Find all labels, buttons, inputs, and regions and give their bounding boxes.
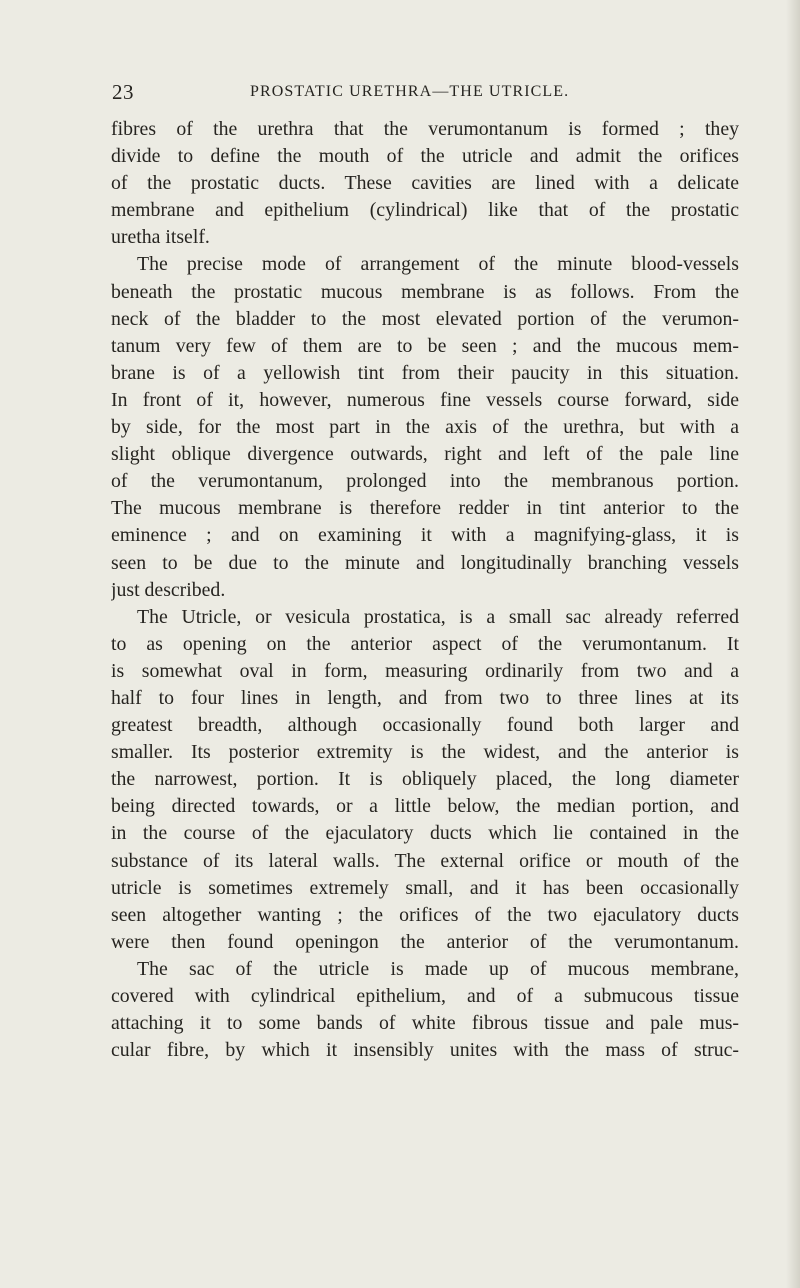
text-line: is somewhat oval in form, measuring ordinarily from two and a [111,659,739,682]
text-line: uretha itself. [111,226,210,249]
text-line: were then found openingon the anterior of the verumontanum. [111,930,739,953]
text-line: The sac of the utricle is made up of mucous membrane, [137,957,739,980]
page-number: 23 [112,80,134,104]
text-line: In front of it, however, numerous fine vessels course forward, side [111,388,739,411]
body-text [111,116,739,1064]
text-line: covered with cylindrical epithelium, and of a submucous tissue [111,985,739,1007]
text-line: by side, for the most part in the axis of the urethra, but with a [111,416,739,439]
page-header [112,80,722,110]
page-edge-shadow [786,0,800,1288]
text-line: of the prostatic ducts. These cavities are lined with a delicate [111,172,739,195]
text-line: seen altogether wanting ; the orifices of the two ejaculatory ducts [111,903,739,926]
text-line: utricle is sometimes extremely small, and it has been occasionally [111,876,739,899]
running-head: PROSTATIC URETHRA—THE UTRICLE. [250,83,570,100]
text-line: membrane and epithelium (cylindrical) like that of the prostatic [111,199,739,222]
text-line: smaller. Its posterior extremity is the widest, and the anterior is [111,741,739,764]
text-line: the narrowest, portion. It is obliquely placed, the long diameter [111,768,739,791]
text-line: The mucous membrane is therefore redder in tint anterior to the [111,497,739,520]
text-line: eminence ; and on examining it with a magnifying-glass, it is [111,524,739,547]
text-line: being directed towards, or a little below, the median portion, and [111,795,739,818]
text-line: neck of the bladder to the most elevated portion of the verumon- [111,307,739,330]
text-line: to as opening on the anterior aspect of the verumontanum. It [111,632,739,655]
text-line: just described. [111,578,226,601]
text-line: greatest breadth, although occasionally found both larger and [111,714,739,737]
text-line: brane is of a yellowish tint from their paucity in this situation. [111,361,739,384]
text-line: The Utricle, or vesicula prostatica, is a small sac already referred [137,605,739,628]
text-line: tanum very few of them are to be seen ; and the mucous mem- [111,334,739,357]
text-line: fibres of the urethra that the verumontanum is formed ; they [111,118,739,140]
text-line: substance of its lateral walls. The external orifice or mouth of the [111,849,739,872]
text-line: cular fibre, by which it insensibly unites with the mass of struc- [111,1039,739,1062]
text-line: beneath the prostatic mucous membrane is as follows. From the [111,280,739,303]
text-line: half to four lines in length, and from two to three lines at its [111,686,739,709]
text-line: The precise mode of arrangement of the minute blood-vessels [137,253,739,276]
text-line: divide to define the mouth of the utricle and admit the orifices [111,145,739,168]
text-line: slight oblique divergence outwards, right and left of the pale line [111,443,739,466]
text-line: attaching it to some bands of white fibrous tissue and pale mus- [111,1012,739,1035]
text-line: in the course of the ejaculatory ducts which lie contained in the [111,822,739,845]
text-line: seen to be due to the minute and longitudinally branching vessels [111,551,739,574]
text-line: of the verumontanum, prolonged into the membranous portion. [111,470,739,493]
